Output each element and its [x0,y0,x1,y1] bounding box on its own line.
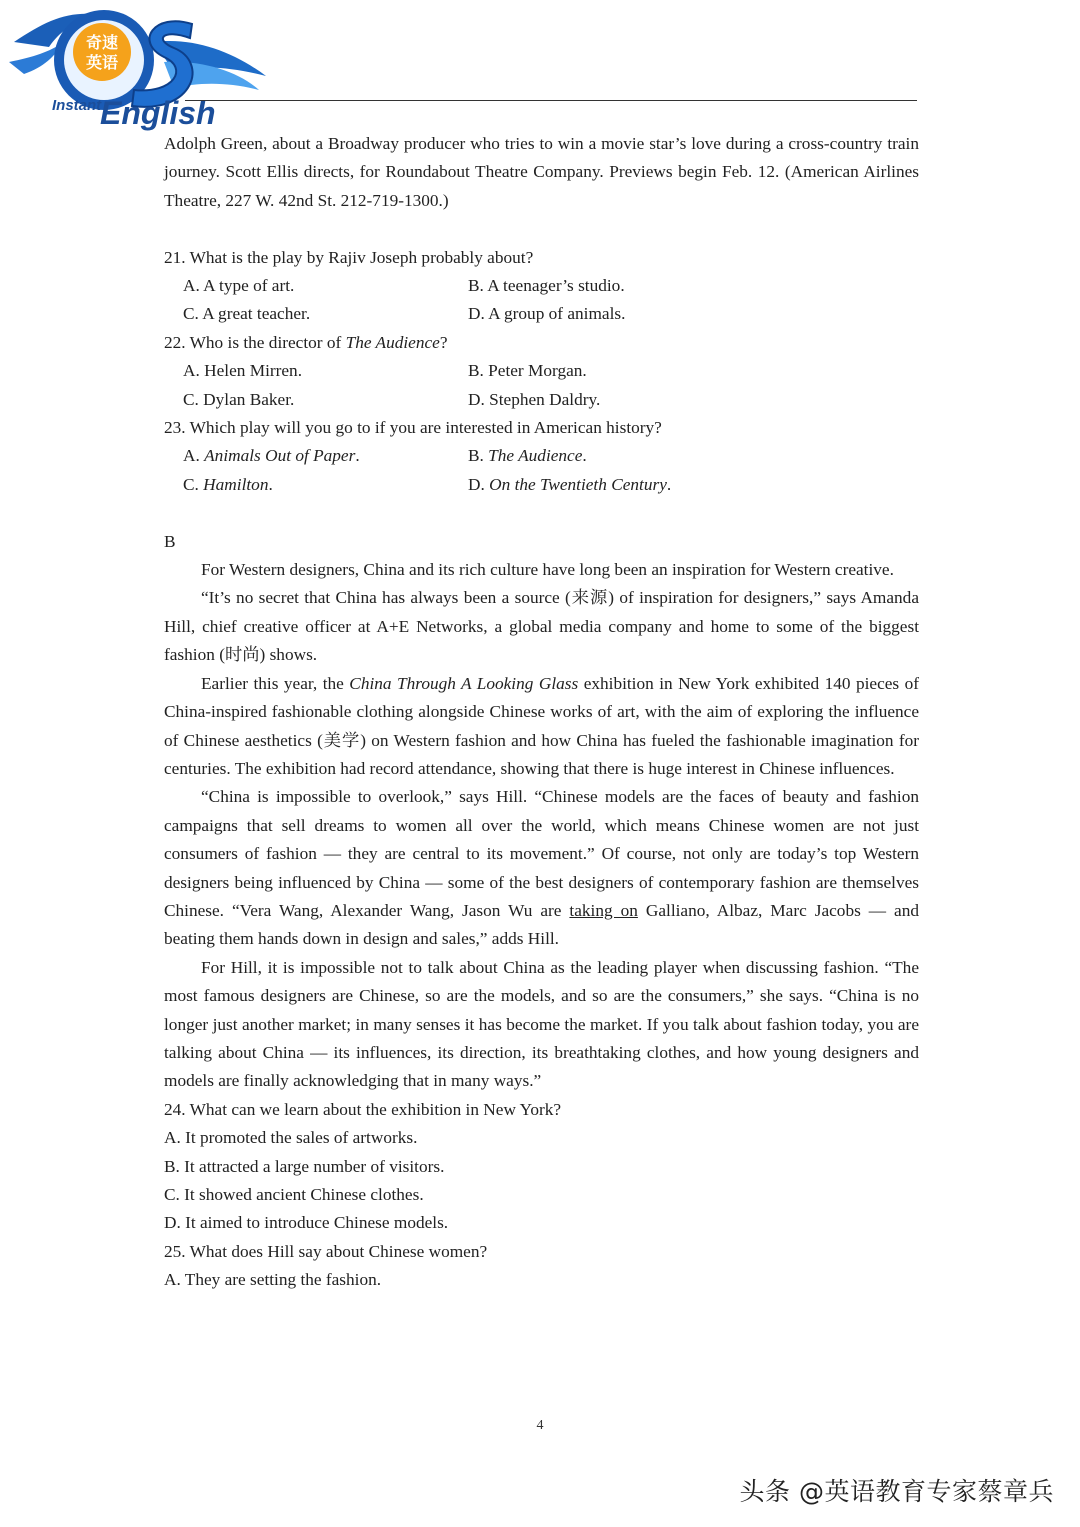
option-c: C. It showed ancient Chinese clothes. [164,1185,424,1204]
paragraph-3: Earlier this year, the China Through A Looking Glass exhibition in New York exhibited 140 pieces of China-inspired fashionable clothing alongside Chinese works of art, with the aim of exploring the influence of Chinese aesthetics (美学) on Western fashion and how China has fueled the fashionable imagination for centuries. The exhibition had record attendance, showing that there is huge interest in Chinese influences. [164,673,919,778]
option-d: D. On the Twentieth Century. [468,474,672,494]
option-b: B. The Audience. [468,446,587,466]
paragraph-4: “China is impossible to overlook,” says Hill. “Chinese models are the faces of beauty and fashion campaigns that sell dreams to women all over the world, which means Chinese women are not just consumers of fashion — they are central to its movement.” Of course, not only are today’s top Western designers being influenced by China — some of the best designers of contemporary fashion are themselves Chinese. “Vera Wang, Alexander Wang, Jason Wu are taking on Galliano, Albaz, Marc Jacobs — and beating them hands down in design and sales,” adds Hill. [164,787,920,949]
question-stem: 24. What can we learn about the exhibition in New York? [164,1099,562,1119]
option-a: A. They are setting the fashion. [164,1270,382,1290]
option-b: B. It attracted a large number of visitors. [164,1156,445,1176]
option-d: D. A group of animals. [468,304,626,324]
question-24 [164,1096,919,1238]
question-23 [164,414,919,499]
question-stem: 22. Who is the director of The Audience? [164,332,448,352]
header-rule [185,100,917,101]
option-a: A. Animals Out of Paper. [183,446,360,466]
page-number: 4 [536,1418,544,1433]
option-c: C. A great teacher. [183,304,311,324]
question-22 [164,329,919,414]
section-b-heading: B [164,531,176,551]
paragraph-2: “It’s no secret that China has always been a source (来源) of inspiration for designers,” says Amanda Hill, chief creative officer at A+E Networks, a global media company and home to some of the biggest fashion (时尚) shows. [164,588,919,665]
logo-instant-text: Instant [52,97,102,114]
option-a: A. It promoted the sales of artworks. [164,1128,418,1148]
option-a: A. A type of art. [183,276,295,296]
question-stem: 21. What is the play by Rajiv Joseph probably about? [164,247,534,267]
option-d: D. It aimed to introduce Chinese models. [164,1213,449,1233]
watermark: 头条 @英语教育专家蔡章兵 [739,1477,1054,1506]
question-stem: 25. What does Hill say about Chinese women? [164,1241,488,1261]
option-c: C. Hamilton. [183,474,273,494]
question-21 [164,244,919,329]
option-c: C. Dylan Baker. [183,389,295,409]
option-b: B. Peter Morgan. [468,361,587,381]
option-b: B. A teenager’s studio. [468,276,625,296]
question-25 [164,1238,919,1295]
paragraph-5: For Hill, it is impossible not to talk about China as the leading player when discussing fashion. “The most famous designers are Chinese, so are the models, and so are the consumers,” she says. “China is no longer just another market; in many senses it has become the market. If you talk about fashion today, you are talking about China — its influences, its direction, its breathtaking clothes, and how young designers and models are finally acknowledging that in many ways.” [164,957,919,1091]
logo-badge-text: 奇速 [85,33,119,52]
question-stem: 23. Which play will you go to if you are interested in American history? [164,418,662,438]
instant-english-logo [4,2,274,132]
passage-a-tail: Adolph Green, about a Broadway producer who tries to win a movie star’s love during a cross-country train journey. Scott Ellis directs, for Roundabout Theatre Company. Previews begin Feb. 12. (American Airlines Theatre, 227 W. 42nd St. 212-719-1300.) [164,134,919,210]
underlined-phrase: taking on [569,900,638,920]
option-d: D. Stephen Daldry. [468,389,601,409]
svg-text:英语: 英语 [85,53,119,72]
option-a: A. Helen Mirren. [183,361,303,381]
exam-content [164,130,919,1295]
logo-english-text: English [100,95,216,131]
paragraph-1: For Western designers, China and its rich culture have long been an inspiration for Western creative. [201,560,894,580]
